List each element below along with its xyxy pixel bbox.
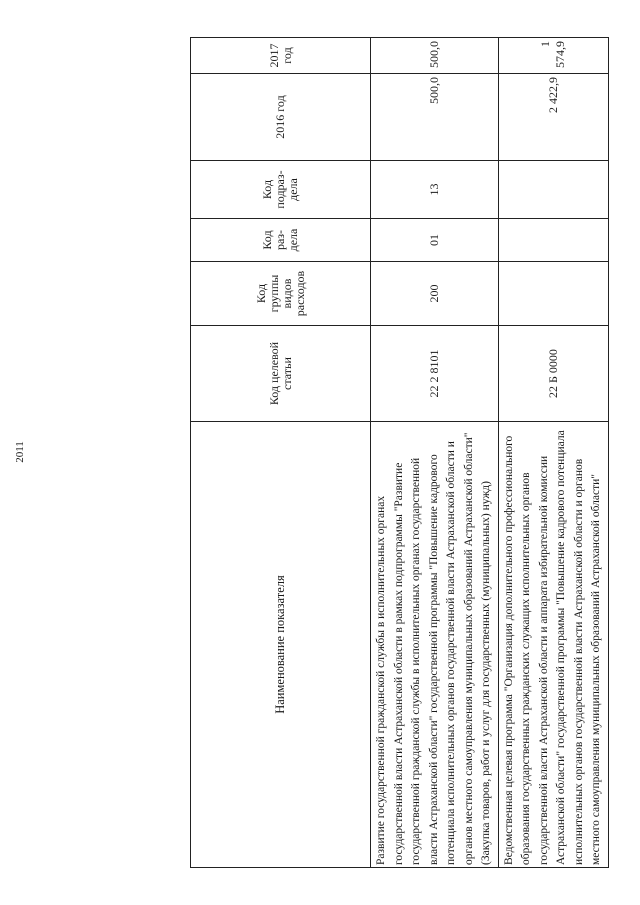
table-row bbox=[498, 38, 608, 868]
header-section-code: Код раз-дела bbox=[260, 228, 300, 252]
row-subsection-code bbox=[498, 161, 608, 219]
row-year-2016: 500,0 bbox=[371, 74, 499, 161]
header-subsection-code: Код подраз-дела bbox=[260, 170, 300, 209]
row-name: Развитие государственной гражданской службы в исполнительных органах государственной власти Астраханской области в рамках подпрограммы "Развитие государственной гражданской службы в исполнительных органах государственной власти Астраханской области" государственной программы "Повышение кадрового потенциала исполнительных органов государственной власти Астраханской области и органов местного самоуправления муниципальных образований Астраханской области" (Закупка товаров, работ и услуг для государственных (муниципальных) нужд) bbox=[371, 422, 499, 868]
row-section-code: 01 bbox=[371, 219, 499, 262]
row-target-article-code: 22 Б 0000 bbox=[498, 326, 608, 422]
row-year-2017: 1 574,9 bbox=[498, 38, 608, 74]
header-row-2 bbox=[191, 262, 371, 326]
header-row-1 bbox=[191, 326, 371, 422]
header-expense-group-code: Код группы видов расходов bbox=[253, 270, 307, 317]
header-name: Наименование показателя bbox=[191, 422, 371, 868]
page-number: 2011 bbox=[14, 441, 26, 463]
row-section-code bbox=[498, 219, 608, 262]
row-expense-group-code bbox=[498, 262, 608, 326]
header-row-4 bbox=[191, 161, 371, 219]
header-row-3 bbox=[191, 219, 371, 262]
budget-table bbox=[190, 38, 602, 868]
header-year-2016: 2016 год bbox=[273, 95, 287, 139]
row-expense-group-code: 200 bbox=[371, 262, 499, 326]
row-year-2016: 2 422,9 bbox=[498, 74, 608, 161]
header-year-2017: 2017 год bbox=[266, 43, 294, 68]
row-name: Ведомственная целевая программа "Организация дополнительного профессионального образования государственных гражданских служащих исполнительных органов государственной власти Астраханской области и аппарата избирательной комиссии Астраханской области" государственной программы "Повышение кадрового потенциала исполнительных органов государственной власти Астраханской области и органов местного самоуправления муниципальных образований Астраханской области" bbox=[498, 422, 608, 868]
header-target-article-code: Код целевой статьи bbox=[266, 341, 294, 406]
header-row-6 bbox=[191, 38, 371, 74]
row-year-2017: 500,0 bbox=[371, 38, 499, 74]
row-target-article-code: 22 2 8101 bbox=[371, 326, 499, 422]
row-subsection-code: 13 bbox=[371, 161, 499, 219]
table-row bbox=[371, 38, 499, 868]
header-row-5 bbox=[191, 74, 371, 161]
